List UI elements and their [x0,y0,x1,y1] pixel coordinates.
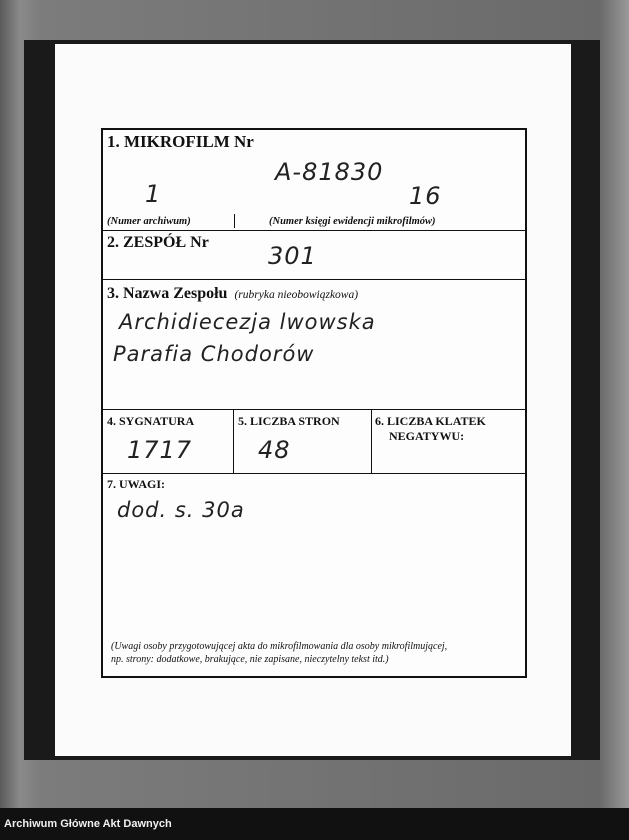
uwagi-value: dod. s. 30a [117,498,245,522]
numer-archiwum-value: 1 [145,180,162,208]
footnote-line1: (Uwagi osoby przygotowującej akta do mikrofilmowania dla osoby mikrofilmującej, [111,641,448,652]
section1-label: 1. MIKROFILM Nr [107,132,254,151]
numer-ksiegi-value: 16 [409,182,442,210]
nazwa-zespolu-line1: Archidiecezja lwowska [119,310,376,334]
section6-label-line2: NEGATYWU: [389,429,465,443]
section2-label: 2. ZESPÓŁ Nr [107,234,209,251]
divider-3 [103,409,525,410]
numer-ksiegi-caption: (Numer księgi ewidencji mikrofilmów) [269,216,436,227]
archive-caption: Archiwum Główne Akt Dawnych [4,818,172,830]
section3-header [107,285,358,303]
microfilm-form [101,128,527,678]
sygnatura-value: 1717 [127,436,193,464]
divider-4 [103,473,525,474]
section3-label: 3. Nazwa Zespołu [107,285,228,302]
col-divider-1 [233,409,234,473]
caption-divider [234,214,235,228]
mikrofilm-number: A-81830 [275,158,384,186]
zespol-number: 301 [268,242,317,270]
nazwa-zespolu-line2: Parafia Chodorów [113,342,315,366]
section5-label: 5. LICZBA STRON [238,414,340,428]
section3-note: (rubryka nieobowiązkowa) [234,289,359,301]
numer-archiwum-caption: (Numer archiwum) [107,216,191,227]
col-divider-2 [371,409,372,473]
footer-bar [0,808,629,840]
section6-label-line1: 6. LICZBA KLATEK [375,414,486,428]
liczba-stron-value: 48 [258,436,291,464]
divider-2 [103,279,525,280]
footnote-line2: np. strony: dodatkowe, brakujące, nie zapisane, nieczytelny tekst itd.) [111,654,389,665]
section7-label: 7. UWAGI: [107,477,166,491]
divider-1 [103,230,525,231]
uwagi-footnote [111,640,447,666]
section4-label: 4. SYGNATURA [107,414,195,428]
